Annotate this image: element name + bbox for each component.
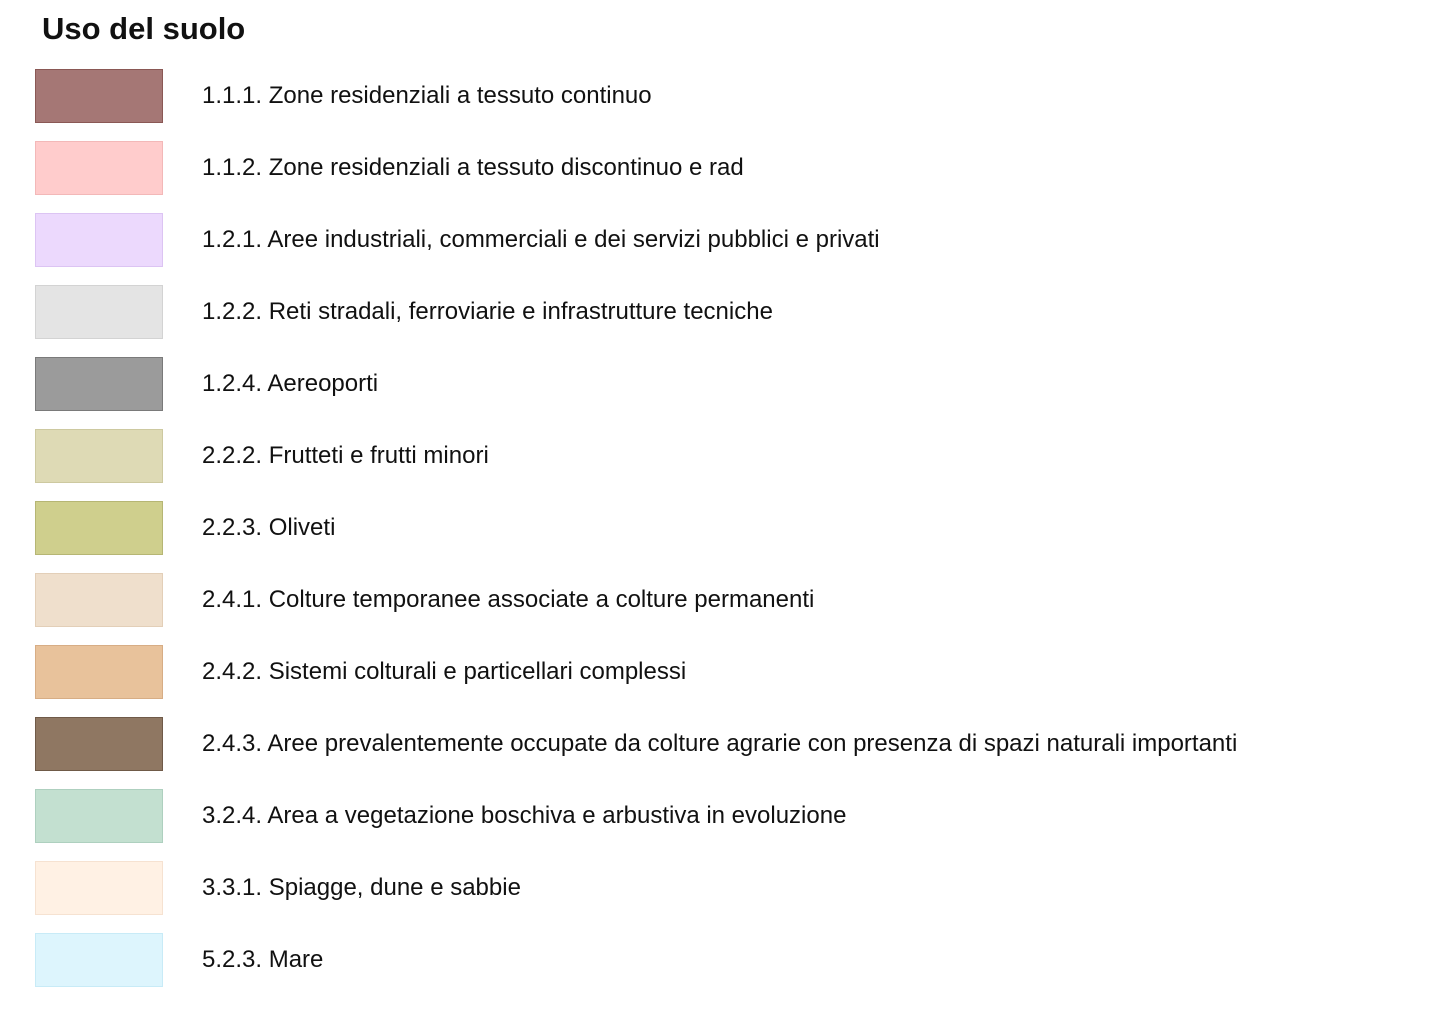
legend-item-label: 2.4.2. Sistemi colturali e particellari complessi — [202, 658, 687, 685]
legend-item-242 — [35, 645, 1415, 699]
legend-item-324 — [35, 789, 1415, 843]
legend-swatch — [35, 933, 163, 987]
legend-item-label: 5.2.3. Mare — [202, 946, 324, 973]
legend-item-label: 1.2.4. Aereoporti — [202, 370, 379, 397]
legend-item-112 — [35, 141, 1415, 195]
legend-item-122 — [35, 285, 1415, 339]
legend-swatch — [35, 501, 163, 555]
legend-swatch — [35, 357, 163, 411]
legend-swatch — [35, 573, 163, 627]
legend-swatch — [35, 789, 163, 843]
legend-item-label: 2.4.3. Aree prevalentemente occupate da colture agrarie con presenza di spazi naturali importanti — [202, 730, 1238, 757]
legend-item-label: 2.4.1. Colture temporanee associate a colture permanenti — [202, 586, 815, 613]
legend-item-label: 1.2.1. Aree industriali, commerciali e dei servizi pubblici e privati — [202, 226, 880, 253]
legend-title: Uso del suolo — [42, 11, 246, 46]
legend-swatch — [35, 717, 163, 771]
legend-item-label: 3.3.1. Spiagge, dune e sabbie — [202, 874, 521, 901]
legend-item-label: 2.2.2. Frutteti e frutti minori — [202, 442, 489, 469]
legend-item-label: 1.1.1. Zone residenziali a tessuto continuo — [202, 82, 652, 109]
legend-item-331 — [35, 861, 1415, 915]
legend-item-241 — [35, 573, 1415, 627]
legend-swatch — [35, 213, 163, 267]
legend-swatch — [35, 429, 163, 483]
legend-swatch — [35, 861, 163, 915]
legend-swatch — [35, 69, 163, 123]
legend-item-111 — [35, 69, 1415, 123]
legend-item-223 — [35, 501, 1415, 555]
legend-item-label: 1.1.2. Zone residenziali a tessuto discontinuo e rad — [202, 154, 744, 181]
legend-swatch — [35, 141, 163, 195]
legend-item-243 — [35, 717, 1415, 771]
legend-item-222 — [35, 429, 1415, 483]
legend-swatch — [35, 645, 163, 699]
legend-item-523 — [35, 933, 1415, 987]
legend-swatch — [35, 285, 163, 339]
legend-item-label: 1.2.2. Reti stradali, ferroviarie e infrastrutture tecniche — [202, 298, 773, 325]
legend-item-124 — [35, 357, 1415, 411]
legend-item-121 — [35, 213, 1415, 267]
legend-item-label: 2.2.3. Oliveti — [202, 514, 336, 541]
legend-item-label: 3.2.4. Area a vegetazione boschiva e arbustiva in evoluzione — [202, 802, 847, 829]
